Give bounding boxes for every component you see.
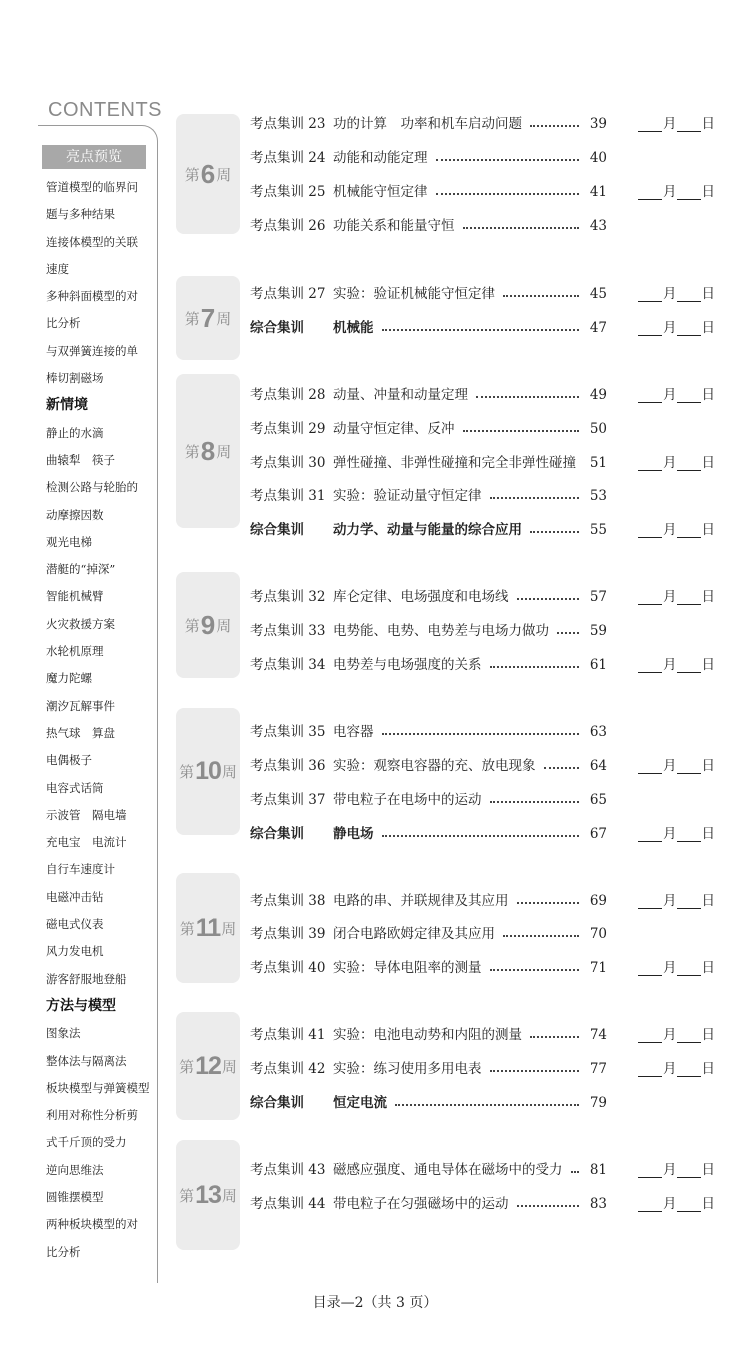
date-field[interactable] bbox=[638, 452, 715, 474]
week-label-pre: 第 bbox=[184, 442, 200, 461]
sidebar-item: 比分析 bbox=[46, 1244, 81, 1259]
date-field[interactable] bbox=[638, 654, 715, 676]
week-label-pre: 第 bbox=[179, 763, 195, 781]
entry-page-number: 74 bbox=[589, 1027, 607, 1043]
date-field[interactable] bbox=[638, 1193, 715, 1215]
entry-title: 功能关系和能量守恒 bbox=[333, 218, 455, 234]
month-blank[interactable] bbox=[638, 117, 662, 132]
sidebar-item: 整体法与隔离法 bbox=[46, 1053, 127, 1068]
date-field[interactable] bbox=[638, 1159, 715, 1181]
entry-code: 考点集训 25 bbox=[250, 184, 326, 200]
day-blank[interactable] bbox=[677, 117, 701, 132]
month-label: 月 bbox=[663, 1162, 677, 1178]
entry-page-number: 70 bbox=[589, 926, 607, 942]
month-blank[interactable] bbox=[638, 456, 662, 471]
entry-code: 考点集训 32 bbox=[250, 589, 326, 605]
entry-page-number: 40 bbox=[589, 150, 607, 166]
leader-dots bbox=[490, 485, 579, 507]
month-blank[interactable] bbox=[638, 759, 662, 774]
entry-page-number: 41 bbox=[589, 184, 607, 200]
leader-dots bbox=[517, 586, 579, 608]
entry-code: 考点集训 41 bbox=[250, 1027, 326, 1043]
entry-page-number: 69 bbox=[589, 893, 607, 909]
day-label: 日 bbox=[701, 960, 715, 976]
month-label: 月 bbox=[663, 1027, 677, 1043]
week-label bbox=[176, 1140, 240, 1250]
day-label: 日 bbox=[701, 522, 715, 538]
week-label-pre: 第 bbox=[184, 616, 200, 635]
entry-page-number: 55 bbox=[589, 522, 607, 538]
week-label-num: 9 bbox=[200, 609, 216, 640]
week-label-num: 6 bbox=[200, 158, 216, 189]
month-blank[interactable] bbox=[638, 388, 662, 403]
entry-code: 考点集训 38 bbox=[250, 893, 326, 909]
day-label: 日 bbox=[701, 286, 715, 302]
week-label-post: 周 bbox=[221, 1057, 237, 1076]
leader-dots bbox=[544, 755, 579, 777]
toc-entry[interactable] bbox=[250, 317, 715, 339]
day-blank[interactable] bbox=[677, 759, 701, 774]
month-blank[interactable] bbox=[638, 590, 662, 605]
entry-code: 综合集训 bbox=[250, 320, 304, 336]
page-footer: 目录—2（共 3 页） bbox=[312, 1295, 438, 1311]
entry-page-number: 51 bbox=[589, 455, 607, 471]
day-blank[interactable] bbox=[677, 590, 701, 605]
month-blank[interactable] bbox=[638, 961, 662, 976]
day-blank[interactable] bbox=[677, 1197, 701, 1212]
leader-dots bbox=[490, 654, 579, 676]
sidebar-item: 静止的水滴 bbox=[46, 425, 104, 440]
leader-dots bbox=[436, 181, 579, 203]
entry-page-number: 59 bbox=[589, 623, 607, 639]
toc-entry[interactable] bbox=[250, 789, 710, 811]
day-blank[interactable] bbox=[677, 523, 701, 538]
leader-dots bbox=[517, 1193, 579, 1215]
toc-entry[interactable] bbox=[250, 384, 715, 406]
week-label-post: 周 bbox=[216, 165, 232, 184]
leader-dots bbox=[490, 957, 579, 979]
entry-page-number: 79 bbox=[589, 1095, 607, 1111]
date-field[interactable] bbox=[638, 586, 715, 608]
week-label bbox=[176, 572, 240, 678]
week-label-post: 周 bbox=[221, 919, 237, 938]
sidebar-item: 棒切割磁场 bbox=[46, 371, 104, 386]
entry-title: 实验：导体电阻率的测量 bbox=[333, 960, 482, 976]
date-field[interactable] bbox=[638, 113, 715, 135]
entry-code: 综合集训 bbox=[250, 826, 304, 842]
date-field[interactable] bbox=[638, 1024, 715, 1046]
sidebar-item: 热气球 算盘 bbox=[46, 725, 115, 740]
week-label-pre: 第 bbox=[184, 309, 200, 328]
entry-page-number: 81 bbox=[589, 1162, 607, 1178]
month-blank[interactable] bbox=[638, 185, 662, 200]
week-label-post: 周 bbox=[216, 442, 232, 461]
month-blank[interactable] bbox=[638, 321, 662, 336]
month-blank[interactable] bbox=[638, 1028, 662, 1043]
entry-page-number: 63 bbox=[589, 724, 607, 740]
leader-dots bbox=[382, 317, 579, 339]
entry-page-number: 47 bbox=[589, 320, 607, 336]
week-label-num: 7 bbox=[200, 302, 216, 333]
leader-dots bbox=[476, 384, 579, 406]
date-field[interactable] bbox=[638, 181, 715, 203]
entry-title: 磁感应强度、通电导体在磁场中的受力 bbox=[333, 1162, 563, 1178]
entry-code: 考点集训 33 bbox=[250, 623, 326, 639]
leader-dots bbox=[503, 283, 579, 305]
date-field[interactable] bbox=[638, 384, 715, 406]
contents-title: CONTENTS bbox=[48, 99, 162, 121]
week-label-num: 11 bbox=[195, 913, 221, 942]
entry-code: 考点集训 30 bbox=[250, 455, 326, 471]
leader-dots bbox=[530, 113, 579, 135]
sidebar-item: 曲辕犁 筷子 bbox=[46, 452, 115, 467]
day-blank[interactable] bbox=[677, 321, 701, 336]
leader-dots bbox=[490, 1058, 579, 1080]
sidebar-section-heading: 新情境 bbox=[46, 397, 88, 414]
toc-entry[interactable] bbox=[250, 654, 715, 676]
week-label-num: 8 bbox=[200, 435, 216, 466]
day-blank[interactable] bbox=[677, 827, 701, 842]
toc-entry[interactable] bbox=[250, 452, 715, 474]
week-label-post: 周 bbox=[221, 1186, 237, 1205]
week-label-num: 13 bbox=[195, 1180, 221, 1209]
day-label: 日 bbox=[701, 893, 715, 909]
day-label: 日 bbox=[701, 116, 715, 132]
sidebar-section-heading: 方法与模型 bbox=[46, 997, 116, 1014]
entry-page-number: 77 bbox=[589, 1061, 607, 1077]
sidebar-item: 图象法 bbox=[46, 1026, 81, 1041]
day-blank[interactable] bbox=[677, 1062, 701, 1077]
sidebar-item: 潮汐瓦解事件 bbox=[46, 698, 115, 713]
month-label: 月 bbox=[663, 893, 677, 909]
month-label: 月 bbox=[663, 1196, 677, 1212]
toc-entry[interactable] bbox=[250, 755, 715, 777]
month-label: 月 bbox=[663, 589, 677, 605]
month-label: 月 bbox=[663, 455, 677, 471]
day-blank[interactable] bbox=[677, 961, 701, 976]
entry-page-number: 67 bbox=[589, 826, 607, 842]
toc-entry[interactable] bbox=[250, 113, 715, 135]
month-blank[interactable] bbox=[638, 827, 662, 842]
month-label: 月 bbox=[663, 320, 677, 336]
entry-code: 考点集训 39 bbox=[250, 926, 326, 942]
leader-dots bbox=[557, 620, 579, 642]
entry-title: 闭合电路欧姆定律及其应用 bbox=[333, 926, 495, 942]
sidebar-item: 电磁冲击钻 bbox=[46, 889, 104, 904]
week-label-num: 12 bbox=[195, 1051, 221, 1080]
entry-page-number: 83 bbox=[589, 1196, 607, 1212]
entry-title: 弹性碰撞、非弹性碰撞和完全非弹性碰撞 bbox=[333, 455, 576, 471]
sidebar-item: 利用对称性分析剪 bbox=[46, 1108, 138, 1123]
entry-title: 电路的串、并联规律及其应用 bbox=[333, 893, 509, 909]
toc-entry[interactable] bbox=[250, 1058, 715, 1080]
leader-dots bbox=[395, 1092, 579, 1114]
week-label bbox=[176, 114, 240, 234]
entry-code: 考点集训 42 bbox=[250, 1061, 326, 1077]
entry-code: 考点集训 28 bbox=[250, 387, 326, 403]
sidebar-item: 管道模型的临界问 bbox=[46, 180, 138, 194]
leader-dots bbox=[490, 789, 579, 811]
entry-title: 电势能、电势、电势差与电场力做功 bbox=[333, 623, 549, 639]
entry-title: 库仑定律、电场强度和电场线 bbox=[333, 589, 509, 605]
week-label bbox=[176, 1012, 240, 1120]
sidebar-item: 智能机械臂 bbox=[46, 589, 104, 604]
week-label-pre: 第 bbox=[184, 165, 200, 184]
week-label bbox=[176, 374, 240, 528]
day-blank[interactable] bbox=[677, 456, 701, 471]
leader-dots bbox=[382, 823, 579, 845]
toc-entry[interactable] bbox=[250, 823, 715, 845]
leader-dots bbox=[463, 215, 579, 237]
sidebar-item: 磁电式仪表 bbox=[46, 917, 104, 932]
entry-page-number: 39 bbox=[589, 116, 607, 132]
month-blank[interactable] bbox=[638, 287, 662, 302]
month-blank[interactable] bbox=[638, 1062, 662, 1077]
sidebar-item: 多种斜面模型的对 bbox=[46, 289, 138, 304]
entry-title: 机械能 bbox=[333, 320, 374, 336]
date-field[interactable] bbox=[638, 1058, 715, 1080]
highlight-list bbox=[46, 174, 154, 1266]
entry-code: 考点集训 24 bbox=[250, 150, 326, 166]
entry-title: 动力学、动量与能量的综合应用 bbox=[333, 522, 522, 538]
entry-page-number: 64 bbox=[589, 758, 607, 774]
toc-entry[interactable] bbox=[250, 1024, 715, 1046]
month-label: 月 bbox=[663, 387, 677, 403]
date-field[interactable] bbox=[638, 823, 715, 845]
entry-code: 考点集训 43 bbox=[250, 1162, 326, 1178]
date-field[interactable] bbox=[638, 519, 715, 541]
toc-entry[interactable] bbox=[250, 586, 715, 608]
entry-page-number: 53 bbox=[589, 488, 607, 504]
entry-title: 实验：电池电动势和内阻的测量 bbox=[333, 1027, 522, 1043]
toc-entry[interactable] bbox=[250, 519, 715, 541]
leader-dots bbox=[571, 1159, 579, 1181]
day-label: 日 bbox=[701, 320, 715, 336]
highlight-preview-badge: 亮点预览 bbox=[42, 145, 146, 169]
sidebar-item: 风力发电机 bbox=[46, 944, 104, 959]
week-label bbox=[176, 708, 240, 835]
toc-entry[interactable] bbox=[250, 485, 710, 507]
toc-entry[interactable] bbox=[250, 283, 715, 305]
month-blank[interactable] bbox=[638, 1197, 662, 1212]
toc-entry[interactable] bbox=[250, 1092, 710, 1114]
sidebar-item: 逆向思维法 bbox=[46, 1162, 104, 1177]
month-blank[interactable] bbox=[638, 1163, 662, 1178]
day-label: 日 bbox=[701, 1162, 715, 1178]
day-blank[interactable] bbox=[677, 287, 701, 302]
entry-code: 考点集训 23 bbox=[250, 116, 326, 132]
month-label: 月 bbox=[663, 184, 677, 200]
week-label bbox=[176, 873, 240, 983]
week-label-post: 周 bbox=[216, 309, 232, 328]
week-label bbox=[176, 276, 240, 360]
week-label-pre: 第 bbox=[179, 1057, 195, 1076]
week-label-pre: 第 bbox=[179, 1186, 195, 1205]
toc-entry[interactable] bbox=[250, 215, 710, 237]
entry-page-number: 45 bbox=[589, 286, 607, 302]
month-label: 月 bbox=[663, 1061, 677, 1077]
sidebar-item: 连接体模型的关联 bbox=[46, 234, 138, 249]
toc-entry[interactable] bbox=[250, 721, 710, 743]
toc-entry[interactable] bbox=[250, 620, 710, 642]
sidebar-item: 电容式话筒 bbox=[46, 780, 104, 795]
entry-code: 综合集训 bbox=[250, 522, 304, 538]
leader-dots bbox=[463, 418, 579, 440]
date-field[interactable] bbox=[638, 957, 715, 979]
entry-code: 考点集训 37 bbox=[250, 792, 326, 808]
entry-title: 静电场 bbox=[333, 826, 374, 842]
leader-dots bbox=[530, 1024, 579, 1046]
toc-entry[interactable] bbox=[250, 147, 710, 169]
entry-code: 考点集训 36 bbox=[250, 758, 326, 774]
entry-title: 实验：观察电容器的充、放电现象 bbox=[333, 758, 536, 774]
entry-code: 考点集训 27 bbox=[250, 286, 326, 302]
day-label: 日 bbox=[701, 184, 715, 200]
leader-dots bbox=[436, 147, 579, 169]
day-label: 日 bbox=[701, 1061, 715, 1077]
entry-title: 实验：验证动量守恒定律 bbox=[333, 488, 482, 504]
day-label: 日 bbox=[701, 1196, 715, 1212]
sidebar-item: 潜艇的“掉深” bbox=[46, 562, 116, 577]
toc-entry[interactable] bbox=[250, 181, 715, 203]
sidebar-item: 观光电梯 bbox=[46, 534, 92, 549]
month-blank[interactable] bbox=[638, 523, 662, 538]
entry-code: 考点集训 35 bbox=[250, 724, 326, 740]
day-label: 日 bbox=[701, 758, 715, 774]
week-label-post: 周 bbox=[216, 616, 232, 635]
sidebar-item: 动摩擦因数 bbox=[46, 507, 104, 522]
toc-entry[interactable] bbox=[250, 418, 710, 440]
month-label: 月 bbox=[663, 826, 677, 842]
entry-title: 带电粒子在匀强磁场中的运动 bbox=[333, 1196, 509, 1212]
day-blank[interactable] bbox=[677, 185, 701, 200]
month-label: 月 bbox=[663, 960, 677, 976]
sidebar-item: 两种板块模型的对 bbox=[46, 1217, 138, 1232]
entry-page-number: 65 bbox=[589, 792, 607, 808]
toc-entry[interactable] bbox=[250, 923, 710, 945]
sidebar-item: 与双弹簧连接的单 bbox=[46, 343, 138, 358]
entry-code: 考点集训 40 bbox=[250, 960, 326, 976]
sidebar-item: 式千斤顶的受力 bbox=[46, 1135, 127, 1150]
month-label: 月 bbox=[663, 286, 677, 302]
entry-page-number: 57 bbox=[589, 589, 607, 605]
sidebar-item: 圆锥摆模型 bbox=[46, 1189, 104, 1204]
entry-code: 综合集训 bbox=[250, 1095, 304, 1111]
day-label: 日 bbox=[701, 826, 715, 842]
sidebar-item: 示波管 隔电墙 bbox=[46, 807, 127, 822]
day-blank[interactable] bbox=[677, 1028, 701, 1043]
month-blank[interactable] bbox=[638, 894, 662, 909]
sidebar-item: 速度 bbox=[46, 261, 69, 276]
date-field[interactable] bbox=[638, 755, 715, 777]
entry-page-number: 61 bbox=[589, 657, 607, 673]
entry-title: 动能和动能定理 bbox=[333, 150, 428, 166]
entry-code: 考点集训 26 bbox=[250, 218, 326, 234]
month-blank[interactable] bbox=[638, 658, 662, 673]
date-field[interactable] bbox=[638, 283, 715, 305]
month-label: 月 bbox=[663, 758, 677, 774]
week-label-pre: 第 bbox=[179, 919, 195, 938]
entry-title: 实验：验证机械能守恒定律 bbox=[333, 286, 495, 302]
day-label: 日 bbox=[701, 657, 715, 673]
day-blank[interactable] bbox=[677, 658, 701, 673]
sidebar-item: 充电宝 电流计 bbox=[46, 835, 127, 850]
day-label: 日 bbox=[701, 387, 715, 403]
sidebar-item: 板块模型与弹簧模型 bbox=[46, 1080, 150, 1095]
date-field[interactable] bbox=[638, 890, 715, 912]
entry-title: 动量守恒定律、反冲 bbox=[333, 421, 455, 437]
entry-title: 功的计算 功率和机车启动问题 bbox=[333, 116, 522, 132]
day-blank[interactable] bbox=[677, 388, 701, 403]
leader-dots bbox=[503, 923, 579, 945]
month-label: 月 bbox=[663, 522, 677, 538]
entry-title: 机械能守恒定律 bbox=[333, 184, 428, 200]
toc-entry[interactable] bbox=[250, 1193, 715, 1215]
entry-title: 电势差与电场强度的关系 bbox=[333, 657, 482, 673]
entry-code: 考点集训 31 bbox=[250, 488, 326, 504]
sidebar-item: 水轮机原理 bbox=[46, 644, 104, 659]
sidebar-item: 火灾救援方案 bbox=[46, 616, 115, 631]
week-label-num: 10 bbox=[195, 757, 221, 785]
sidebar-item: 题与多种结果 bbox=[46, 207, 115, 222]
entry-page-number: 43 bbox=[589, 218, 607, 234]
sidebar-item: 魔力陀螺 bbox=[46, 671, 92, 686]
sidebar-item: 电偶极子 bbox=[46, 753, 92, 768]
week-label-post: 周 bbox=[221, 763, 237, 781]
toc-entry[interactable] bbox=[250, 1159, 715, 1181]
sidebar-item: 自行车速度计 bbox=[46, 862, 115, 877]
toc-entry[interactable] bbox=[250, 957, 715, 979]
sidebar-item: 比分析 bbox=[46, 316, 81, 331]
entry-page-number: 50 bbox=[589, 421, 607, 437]
entry-page-number: 49 bbox=[589, 387, 607, 403]
leader-dots bbox=[382, 721, 579, 743]
entry-title: 带电粒子在电场中的运动 bbox=[333, 792, 482, 808]
day-label: 日 bbox=[701, 1027, 715, 1043]
entry-title: 实验：练习使用多用电表 bbox=[333, 1061, 482, 1077]
toc-entry[interactable] bbox=[250, 890, 715, 912]
month-label: 月 bbox=[663, 657, 677, 673]
day-label: 日 bbox=[701, 455, 715, 471]
month-label: 月 bbox=[663, 116, 677, 132]
entry-page-number: 71 bbox=[589, 960, 607, 976]
sidebar-item: 检测公路与轮胎的 bbox=[46, 480, 138, 495]
entry-code: 考点集训 29 bbox=[250, 421, 326, 437]
day-blank[interactable] bbox=[677, 1163, 701, 1178]
entry-code: 考点集训 44 bbox=[250, 1196, 326, 1212]
entry-title: 恒定电流 bbox=[333, 1095, 387, 1111]
leader-dots bbox=[530, 519, 579, 541]
leader-dots bbox=[517, 890, 579, 912]
day-label: 日 bbox=[701, 589, 715, 605]
entry-title: 动量、冲量和动量定理 bbox=[333, 387, 468, 403]
entry-title: 电容器 bbox=[333, 724, 374, 740]
sidebar-item: 游客舒服地登船 bbox=[46, 971, 127, 986]
date-field[interactable] bbox=[638, 317, 715, 339]
day-blank[interactable] bbox=[677, 894, 701, 909]
entry-code: 考点集训 34 bbox=[250, 657, 326, 673]
